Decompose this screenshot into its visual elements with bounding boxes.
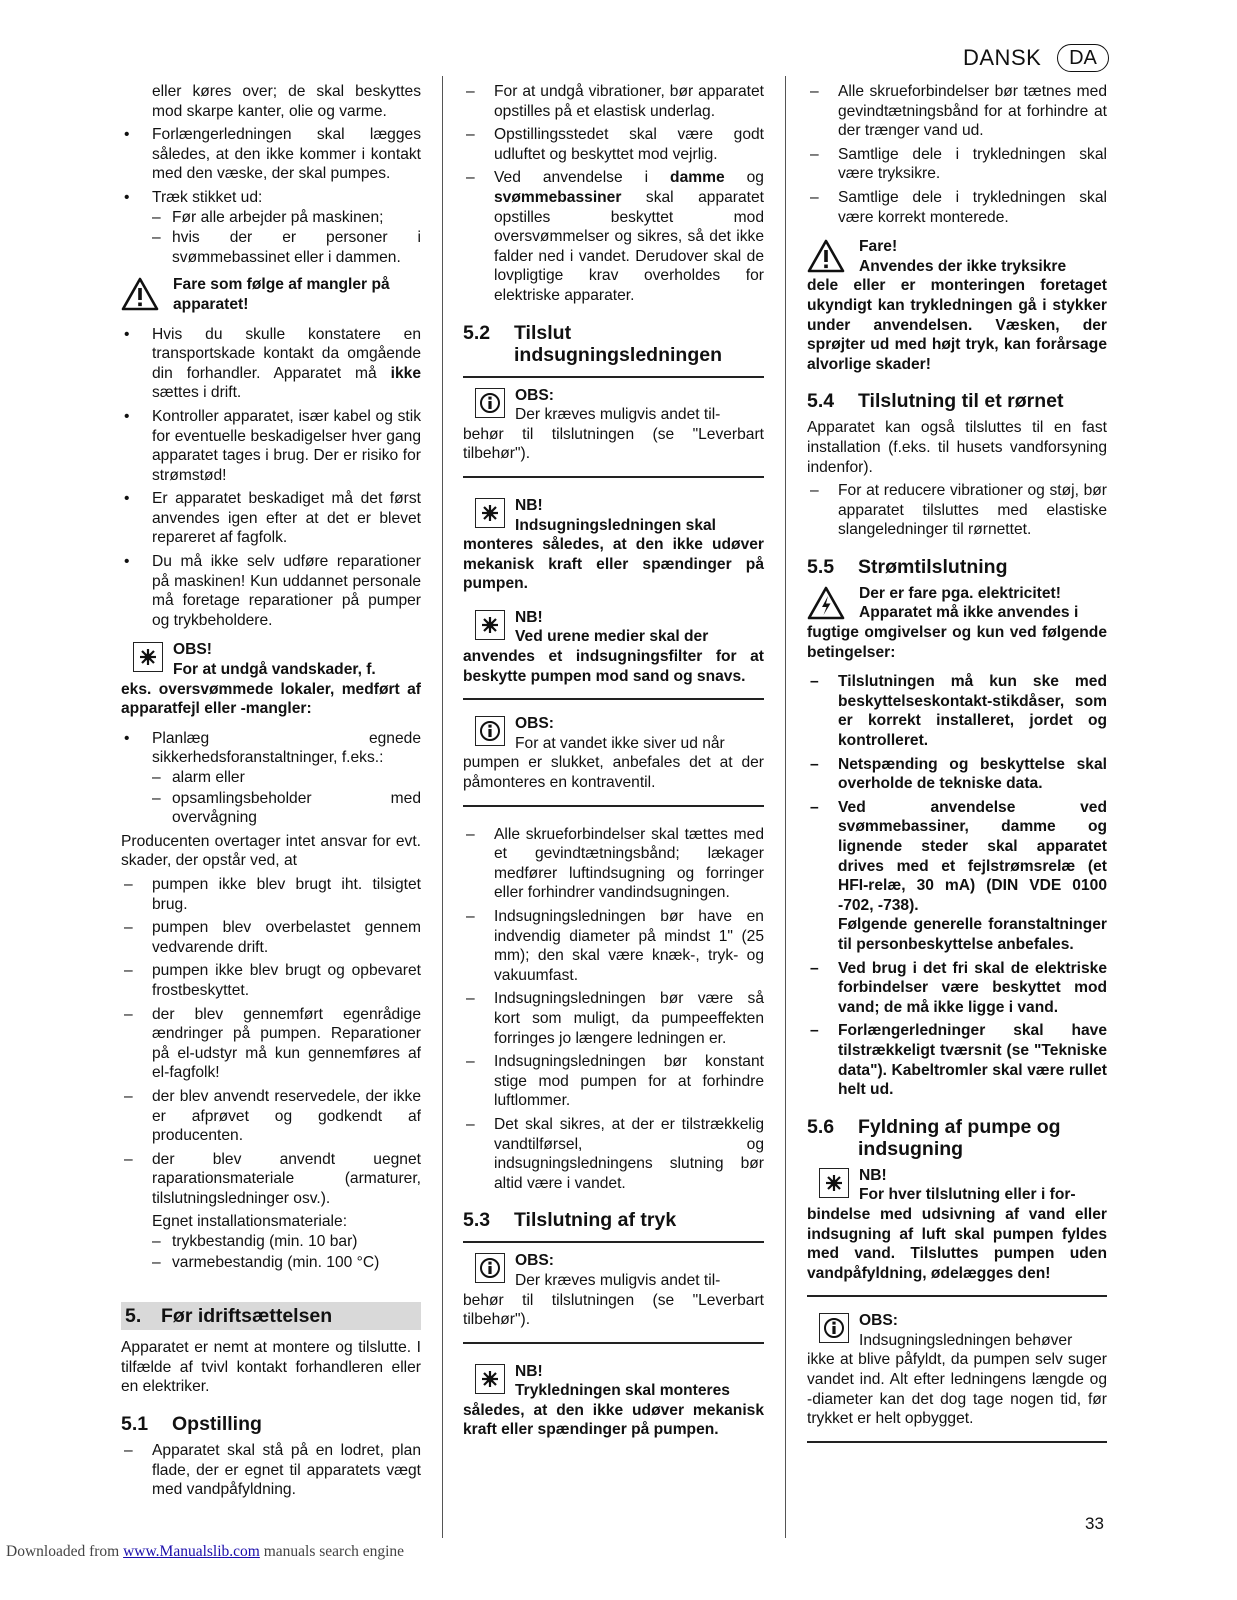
install-material-label: Egnet installationsmateriale: [152, 1213, 348, 1231]
bullet-icon: • [124, 188, 130, 206]
obs-note [463, 376, 764, 478]
obs-note [121, 640, 421, 718]
warning-note [121, 275, 421, 314]
sub-list-item: – Før alle arbejder på maskinen; [152, 208, 384, 226]
bullet-list [121, 325, 421, 631]
list-item: – Tilslutningen må kun ske med beskyttelseskontakt-stikdåser, som er korrekt installeret, jordet og kontrolleret. [810, 673, 1107, 750]
column-2 [463, 82, 764, 1450]
nb-text: anvendes et indsugningsfilter for at beskytte pumpen mod sand og snavs. [463, 648, 764, 685]
sub-list-item: – opsamlingsbeholder med overvågning [152, 789, 421, 827]
page-number: 33 [1085, 1514, 1104, 1533]
list-item: – Alle skrueforbindelser skal tættes med et gevindtætningsbånd; lækager medfører luftindsugning og forringer eller forhindrer vandindsugningen. [466, 825, 764, 902]
obs-text: behør til tilslutningen (se "Leverbart tilbehør"). [463, 1291, 764, 1329]
list-item: – Alle skrueforbindelser bør tætnes med gevindtætningsbånd for at forhindre at der trænger vand ud. [810, 83, 1107, 140]
list-item: – Apparatet skal stå på en lodret, plan flade, der er egnet til apparatets vægt med vandpåfyldning. [124, 1442, 421, 1499]
obs-title: OBS: [515, 715, 554, 733]
obs-text: ikke at blive påfyldt, da pumpen selv suger vandet ind. Alt efter ledningens længde og -diameter kan det dog tage nogen tid, før trykket er helt opbygget. [807, 1351, 1107, 1428]
dash-list [121, 875, 421, 1209]
nb-text: således, at den ikke udøver mekanisk kraft eller spændinger på pumpen. [463, 1401, 764, 1439]
list-item: – Ved anvendelse i damme og svømmebassiner skal apparatet opstilles beskyttet mod oversvømmelser og sikres, så det ikke falder ned i vandet. Derudover skal de lovpligtige krav overholdes for elektriske apparater. [466, 169, 764, 304]
electricity-warning-title: Der er fare pga. elektricitet! [859, 584, 1061, 602]
list-item: – pumpen ikke blev brugt og opbevaret frostbeskyttet. [124, 962, 421, 999]
sub-list-item: – trykbestandig (min. 10 bar) [152, 1233, 358, 1251]
nb-text: bindelse med udsivning af vand eller indsugning af luft skal pumpen fyldes med vand. Tilsluttes pumpen uden vandpåfyldning, ødelægges den! [807, 1205, 1107, 1282]
list-item: – pumpen blev overbelastet gennem vedvarende drift. [124, 919, 421, 956]
list-item: – der blev gennemført egenrådige ændringer på pumpen. Reparationer på el-udstyr må kun gennemføres af el-fagfolk! [124, 1005, 421, 1082]
list-item: • Hvis du skulle konstatere en transportskade kontakt da omgående din forhandler. Apparatet må ikke sættes i drift. [124, 325, 421, 402]
info-icon [475, 716, 505, 746]
sub-list-item: – hvis der er personer i svømmebassinet eller i dammen. [152, 229, 421, 266]
warning-triangle-icon [807, 239, 845, 273]
list-item: – der blev anvendt uegnet raparationsmateriale (armaturer, tilslutningsledninger osv.). [124, 1150, 421, 1207]
electric-hazard-icon [807, 586, 845, 620]
obs-text: Der kræves muligvis andet til- [515, 406, 721, 424]
obs-text: eks. oversvømmede lokaler, medført af apparatfejl eller -mangler: [121, 680, 421, 718]
electricity-warning-text: fugtige omgivelser og kun ved følgende betingelser: [807, 624, 1107, 661]
manualslib-link[interactable]: www.Manualslib.com [123, 1543, 260, 1560]
obs-note [807, 1311, 1107, 1443]
dash-list [807, 672, 1107, 1099]
nb-note [463, 1362, 764, 1440]
list-item: – Opstillingsstedet skal være godt udluftet og beskyttet mod vejrlig. [466, 126, 764, 163]
obs-note [463, 714, 764, 806]
obs-text: Der kræves muligvis andet til- [515, 1271, 721, 1289]
list-item: – pumpen ikke blev brugt iht. tilsigtet brug. [124, 875, 421, 913]
dash-list [807, 481, 1107, 540]
footer-suffix: manuals search engine [259, 1543, 405, 1560]
obs-text: Indsugningsledningen behøver [859, 1331, 1073, 1349]
list-item: • Er apparatet beskadiget må det først anvendes igen efter at det er blevet repareret af fagfolk. [124, 490, 421, 547]
install-material [121, 1212, 421, 1272]
nb-text: Trykledningen skal monteres [515, 1382, 730, 1400]
info-icon [475, 388, 505, 418]
nb-text: Indsugningsledningen skal [515, 516, 717, 534]
danger-title: Fare! [859, 238, 898, 256]
list-item: – Indsugningsledningen bør konstant stige mod pumpen for at forhindre luftlommer. [466, 1053, 764, 1110]
list-item: – Samtlige dele i trykledningen skal være korrekt monterede. [810, 188, 1107, 226]
list-item: – Ved brug i det fri skal de elektriske forbindelser være beskyttet mod vand; de må ikke ligge i vand. [810, 959, 1107, 1016]
list-item: – Indsugningsledningen bør være så kort som muligt, da pumpeeffekten forringes jo længere ledningen er. [466, 990, 764, 1047]
dash-list [121, 1441, 421, 1500]
continued-text: eller køres over; de skal beskyttes mod skarpe kanter, olie og varme. [152, 83, 421, 120]
section-5-4-heading: 5.4 Tilslutning til et rørnet [807, 390, 1064, 413]
attention-star-icon [475, 1364, 505, 1394]
danger-text: dele eller er monteringen foretaget ukyndigt kan trykledningen gå i stykker under anvendelsen. Væsken, der sprøjter ud med højt tryk, kan forårsage alvorlige skader! [807, 277, 1107, 373]
section-5-1-heading: 5.1 Opstilling [121, 1413, 262, 1436]
info-icon [819, 1313, 849, 1343]
list-item: – Det skal sikres, at der er tilstrækkelig vandtilførsel, og indsugningsledningens slutning bør altid være i vandet. [466, 1115, 764, 1192]
sub-list-item: – alarm eller [152, 769, 245, 786]
nb-note [463, 496, 764, 594]
section-5-5-heading: 5.5 Strømtilslutning [807, 555, 1008, 578]
list-item: – Indsugningsledningen bør have en indvendig diameter på mindst 1" (25 mm); den skal være knæk-, tryk- og vakuumfast. [466, 908, 764, 984]
electricity-warning-text: Apparatet må ikke anvendes i [859, 604, 1079, 622]
column-3 [807, 82, 1107, 1457]
bullet-list [121, 125, 421, 267]
nb-title: NB! [515, 608, 543, 626]
dash-list [463, 82, 764, 306]
liability-text: Producenten overtager intet ansvar for evt. skader, der opstår ved, at [121, 832, 421, 870]
list-item: • Kontroller apparatet, især kabel og stik for eventuelle beskadigelser hver gang apparatet tages i brug. Der er risiko for strømstød! [124, 407, 421, 484]
footer-prefix: Downloaded from [6, 1543, 124, 1560]
danger-text: Anvendes der ikke tryksikre [859, 257, 1067, 275]
obs-text: pumpen er slukket, anbefales det at der påmonteres en kontraventil. [463, 754, 764, 792]
info-icon [475, 1253, 505, 1283]
list-item: – Samtlige dele i trykledningen skal være tryksikre. [810, 145, 1107, 183]
nb-title: NB! [515, 496, 543, 514]
list-item: – Netspænding og beskyttelse skal overholde de tekniske data. [810, 755, 1107, 793]
nb-text: monteres således, at den ikke udøver mekanisk kraft eller spændinger på pumpen. [463, 536, 764, 593]
list-item: • Forlængerledningen skal lægges således, at den ikke kommer i kontakt med den væske, der skal pumpes. [124, 126, 421, 183]
list-item: – der blev anvendt reservedele, der ikke er afprøvet og godkendt af producenten. [124, 1087, 421, 1145]
column-1 [121, 82, 421, 1504]
electricity-warning-note [807, 584, 1107, 662]
danger-note [807, 237, 1107, 374]
obs-title: OBS: [859, 1312, 898, 1330]
list-item: – For at reducere vibrationer og støj, bør apparatet tilsluttes med elastiske slangeledninger til rørnettet. [810, 482, 1107, 539]
section-5-6-heading: 5.6 Fyldning af pumpe og indsugning [807, 1115, 1061, 1160]
obs-text: behør til tilslutningen (se "Leverbart tilbehør"). [463, 425, 764, 463]
list-item: – For at undgå vibrationer, bør apparatet opstilles på et elastisk underlag. [466, 83, 764, 120]
nb-text: Ved urene medier skal der [515, 628, 709, 646]
bullet-list [121, 729, 421, 828]
dash-list [807, 82, 1107, 227]
attention-star-icon [475, 498, 505, 528]
obs-note [463, 1241, 764, 1343]
section-5-heading: 5. Før idriftsættelsen [121, 1302, 421, 1330]
section-5-4-text: Apparatet kan også tilsluttes til en fast installation (f.eks. til husets vandforsyning indenfor). [807, 419, 1107, 476]
bullet-icon: • [124, 126, 130, 144]
dash-list [463, 825, 764, 1194]
list-item: – Forlængerledninger skal have tilstrækkeligt tværsnit (se "Tekniske data"). Kabeltromler skal være rullet helt ud. [810, 1022, 1107, 1099]
obs-text: For at vandet ikke siver ud når [515, 734, 725, 752]
warning-triangle-icon [121, 277, 159, 311]
column-divider [442, 76, 443, 1538]
list-item: – Ved anvendelse ved svømmebassiner, damme og lignende steder skal apparatet drives med et fejlstrømsrelæ (et HFI-relæ, 30 mA) (DIN VDE 0100 -702, -738). Følgende generelle foranstaltninger til personbeskyttelse anbefales. [810, 798, 1107, 953]
sub-list-item: – varmebestandig (min. 100 °C) [152, 1253, 380, 1271]
list-item: • Du må ikke selv udføre reparationer på maskinen! Kun uddannet personale må foretage reparationer på pumper og trykbeholdere. [124, 553, 421, 629]
obs-title: OBS! [173, 641, 212, 659]
nb-text: For hver tilslutning eller i for- [859, 1186, 1076, 1204]
section-5-2-heading: 5.2 Tilslut indsugningsledningen [463, 321, 722, 366]
obs-title: OBS: [515, 1252, 554, 1270]
column-divider [785, 76, 786, 1538]
obs-text: For at undgå vandskader, f. [173, 661, 376, 679]
nb-note [463, 608, 764, 700]
download-footer [6, 1542, 404, 1562]
section-5-3-heading: 5.3 Tilslutning af tryk [463, 1209, 677, 1232]
header-language-code: DA [1057, 44, 1109, 72]
header-language: DANSK [963, 45, 1042, 70]
nb-title: NB! [859, 1166, 887, 1184]
warning-title: Fare som følge af mangler på apparatet! [173, 276, 390, 313]
attention-star-icon [475, 610, 505, 640]
attention-star-icon [133, 642, 163, 672]
nb-title: NB! [515, 1362, 543, 1380]
list-item: • Planlæg egnede sikkerhedsforanstaltninger, f.eks.: – alarm eller – opsamlingsbeholder med overvågning [124, 729, 421, 827]
list-item: • Træk stikket ud: – Før alle arbejder på maskinen; – hvis der er personer i svømmebassinet eller i dammen. [124, 188, 421, 266]
nb-note [807, 1166, 1107, 1298]
section-5-text: Apparatet er nemt at montere og tilslutte. I tilfælde af tvivl kontakt forhandleren eller en elektriker. [121, 1339, 421, 1396]
obs-title: OBS: [515, 386, 554, 404]
attention-star-icon [819, 1168, 849, 1198]
